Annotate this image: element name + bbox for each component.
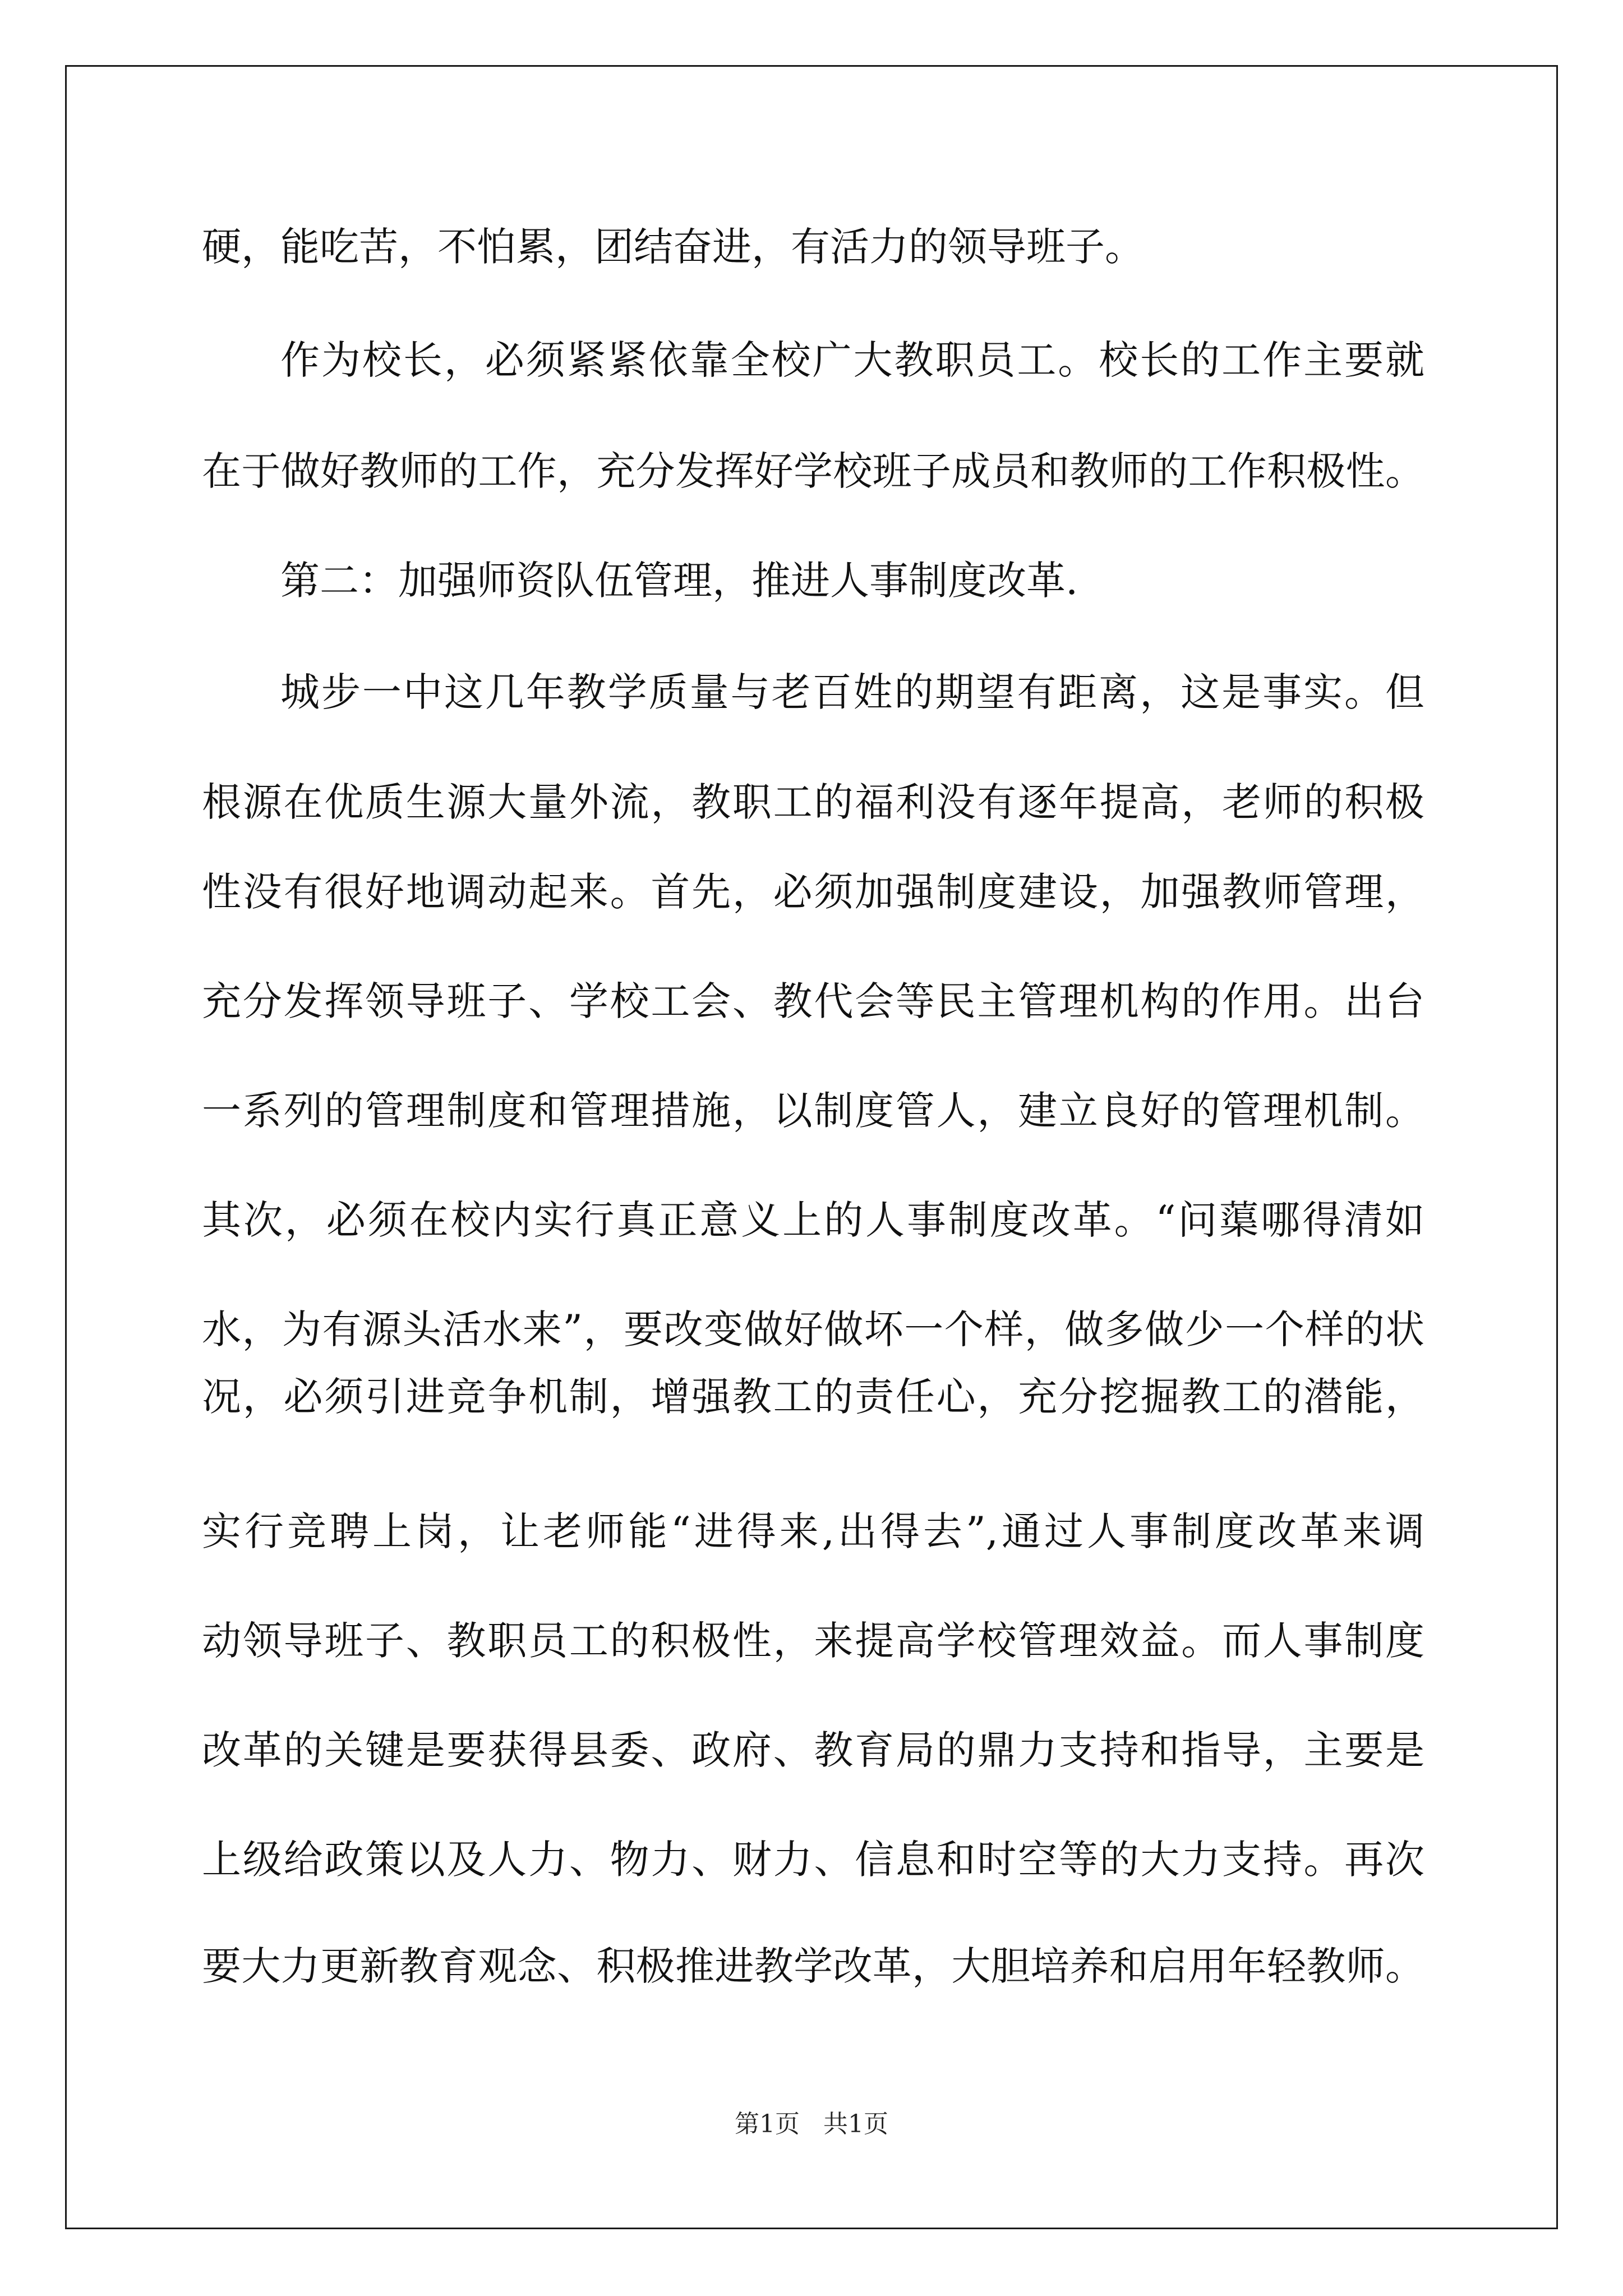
section-heading: 第二：加强师资队伍管理，推进人事制度改革. bbox=[280, 558, 1078, 604]
page-number: 第1页 共1页 bbox=[735, 2110, 888, 2138]
text-line: 上级给政策以及人力、物力、财力、信息和时空等的大力支持。再次 bbox=[202, 1837, 1424, 1883]
text-line: 水，为有源头活水来”，要改变做好做坏一个样，做多做少一个样的状 bbox=[202, 1306, 1424, 1352]
text-line: 要大力更新教育观念、积极推进教学改革，大胆培养和启用年轻教师。 bbox=[202, 1943, 1424, 1989]
text-line: 硬，能吃苦，不怕累，团结奋进，有活力的领导班子。 bbox=[202, 224, 1144, 270]
text-line: 动领导班子、教职员工的积极性，来提高学校管理效益。而人事制度 bbox=[202, 1618, 1424, 1664]
text-line: 况，必须引进竞争机制，增强教工的责任心，充分挖掘教工的潜能， bbox=[202, 1374, 1424, 1420]
text-line: 根源在优质生源大量外流，教职工的福利没有逐年提高，老师的积极 bbox=[202, 779, 1424, 825]
text-line: 在于做好教师的工作，充分发挥好学校班子成员和教师的工作积极性。 bbox=[202, 448, 1424, 494]
text-line: 作为校长，必须紧紧依靠全校广大教职员工。校长的工作主要就 bbox=[280, 337, 1424, 383]
text-line: 改革的关键是要获得县委、政府、教育局的鼎力支持和指导，主要是 bbox=[202, 1727, 1424, 1773]
text-line: 性没有很好地调动起来。首先，必须加强制度建设，加强教师管理， bbox=[202, 869, 1424, 915]
text-line: 一系列的管理制度和管理措施，以制度管人，建立良好的管理机制。 bbox=[202, 1088, 1424, 1134]
text-line: 充分发挥领导班子、学校工会、教代会等民主管理机构的作用。出台 bbox=[202, 978, 1424, 1024]
text-line: 城步一中这几年教学质量与老百姓的期望有距离，这是事实。但 bbox=[280, 669, 1424, 715]
text-line: 实行竞聘上岗，让老师能“进得来,出得去”,通过人事制度改革来调 bbox=[202, 1508, 1424, 1554]
text-line: 其次，必须在校内实行真正意义上的人事制度改革。“问蕖哪得清如 bbox=[202, 1197, 1424, 1243]
page-border bbox=[65, 65, 1558, 2229]
